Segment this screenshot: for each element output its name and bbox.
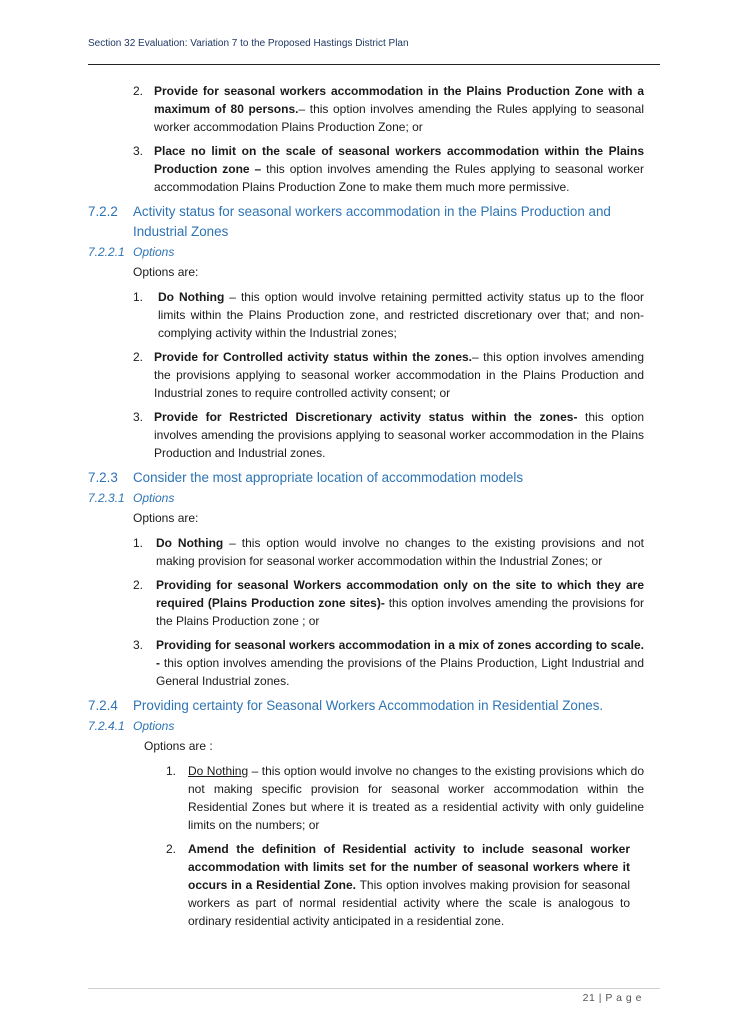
list-item-text: This option involves making provision for seasonal workers as part of normal residential activity where the scale is analogous to ordinary residential activity anticipated in a residential zone. — [188, 878, 630, 928]
list-item-text: – this option involves amending the Rules applying to seasonal worker accommodation Plains Production Zone; or — [154, 102, 644, 134]
list-item-bold: Place no limit on the scale of seasonal workers accommodation within the Plains Production zone – — [154, 144, 644, 176]
list-item — [88, 636, 644, 690]
options-intro: Options are: — [133, 511, 199, 525]
list-item-text: – this option involves amending the provisions applying to seasonal worker accommodation in the Plains Production and Industrial zones to require controlled activity consent; or — [154, 350, 645, 400]
subsection-number: 7.2.2.1 — [88, 245, 125, 259]
list-number: 3. — [133, 410, 144, 424]
section-number: 7.2.2 — [88, 204, 118, 219]
list-item-lead: Do Nothing — [188, 764, 249, 778]
header-rule — [88, 64, 660, 65]
list-number: 1. — [133, 536, 144, 550]
list-item — [88, 82, 644, 136]
list-item — [88, 762, 644, 834]
section-number: 7.2.3 — [88, 470, 118, 485]
subsection-title: Options — [133, 719, 175, 733]
section-title: Providing certainty for Seasonal Workers Accommodation in Residential Zones. — [133, 698, 604, 713]
list-item — [88, 348, 644, 402]
list-item-text: – this option would involve no changes to the existing provisions which do not making specific provision for seasonal worker accommodation within the Residential Zones but where it is treated as a residential activity with only guideline limits on the numbers; or — [188, 764, 644, 832]
list-number: 1. — [133, 290, 144, 304]
subsection-heading-7-2-4-1 — [88, 717, 644, 735]
list-item-text: – this option would involve no changes to the existing provisions and not making provision for seasonal worker accommodation within the Industrial Zones; or — [156, 536, 644, 568]
list-number: 2. — [133, 578, 144, 592]
section-heading-7-2-3 — [88, 468, 644, 488]
running-header: Section 32 Evaluation: Variation 7 to the Proposed Hastings District Plan — [88, 38, 409, 49]
subsection-number: 7.2.3.1 — [88, 491, 125, 505]
list-item-bold: Amend the definition of Residential activity to include seasonal worker accommodation with limits set for the number of seasonal workers where it occurs in a Residential Zone. — [188, 842, 630, 892]
section-heading-7-2-2 — [88, 202, 644, 242]
page-number: 21 | P a g e — [582, 992, 642, 1004]
list-item — [88, 142, 644, 196]
list-item-bold: Provide for Restricted Discretionary activity status within the zones- — [154, 410, 578, 424]
list-item — [88, 408, 644, 462]
list-number: 3. — [133, 638, 144, 652]
list-item-text: this option involves amending the Rules applying to seasonal worker accommodation Plains Production Zone to make them much more permissive. — [154, 162, 644, 194]
list-item-bold: Do Nothing — [156, 536, 224, 550]
document-body — [88, 82, 644, 936]
list-number: 2. — [166, 842, 177, 856]
list-item — [88, 534, 644, 570]
list-item-bold: Provide for Controlled activity status within the zones. — [154, 350, 473, 364]
subsection-number: 7.2.4.1 — [88, 719, 125, 733]
options-intro: Options are : — [144, 739, 213, 753]
section-heading-7-2-4 — [88, 696, 644, 716]
footer-rule — [88, 988, 660, 989]
list-item — [88, 576, 644, 630]
section-number: 7.2.4 — [88, 698, 118, 713]
options-intro: Options are: — [133, 265, 199, 279]
list-item-text: this option involves amending the provisions applying to seasonal worker accommodation in the Plains Production and Industrial zones. — [154, 410, 644, 460]
subsection-title: Options — [133, 245, 175, 259]
list-number: 2. — [133, 84, 144, 98]
subsection-heading-7-2-3-1 — [88, 489, 644, 507]
list-number: 2. — [133, 350, 144, 364]
list-number: 3. — [133, 144, 144, 158]
section-title: Activity status for seasonal workers accommodation in the Plains Production and Industrial Zones — [133, 204, 611, 239]
list-item — [88, 288, 644, 342]
list-item-bold: Providing for seasonal Workers accommodation only on the site to which they are required (Plains Production zone sites)- — [156, 578, 644, 610]
list-item-bold: Providing for seasonal workers accommodation in a mix of zones according to scale. - — [156, 638, 644, 670]
list-item-bold: Do Nothing — [158, 290, 225, 304]
list-item-bold: Provide for seasonal workers accommodation in the Plains Production Zone with a maximum of 80 persons. — [154, 84, 644, 116]
subsection-title: Options — [133, 491, 175, 505]
subsection-heading-7-2-2-1 — [88, 243, 644, 261]
list-item — [88, 840, 644, 930]
section-title: Consider the most appropriate location of accommodation models — [133, 470, 524, 485]
list-item-text: this option involves amending the provisions of the Plains Production, Light Industrial and General Industrial zones. — [156, 656, 644, 688]
list-number: 1. — [166, 764, 177, 778]
list-item-text: this option involves amending the provisions for the Plains Production zone ; or — [156, 596, 645, 628]
list-item-text: – this option would involve retaining permitted activity status up to the floor limits within the Plains Production zone, and restricted discretionary over that; and non-complying activity within the Industrial zones; — [158, 290, 645, 340]
